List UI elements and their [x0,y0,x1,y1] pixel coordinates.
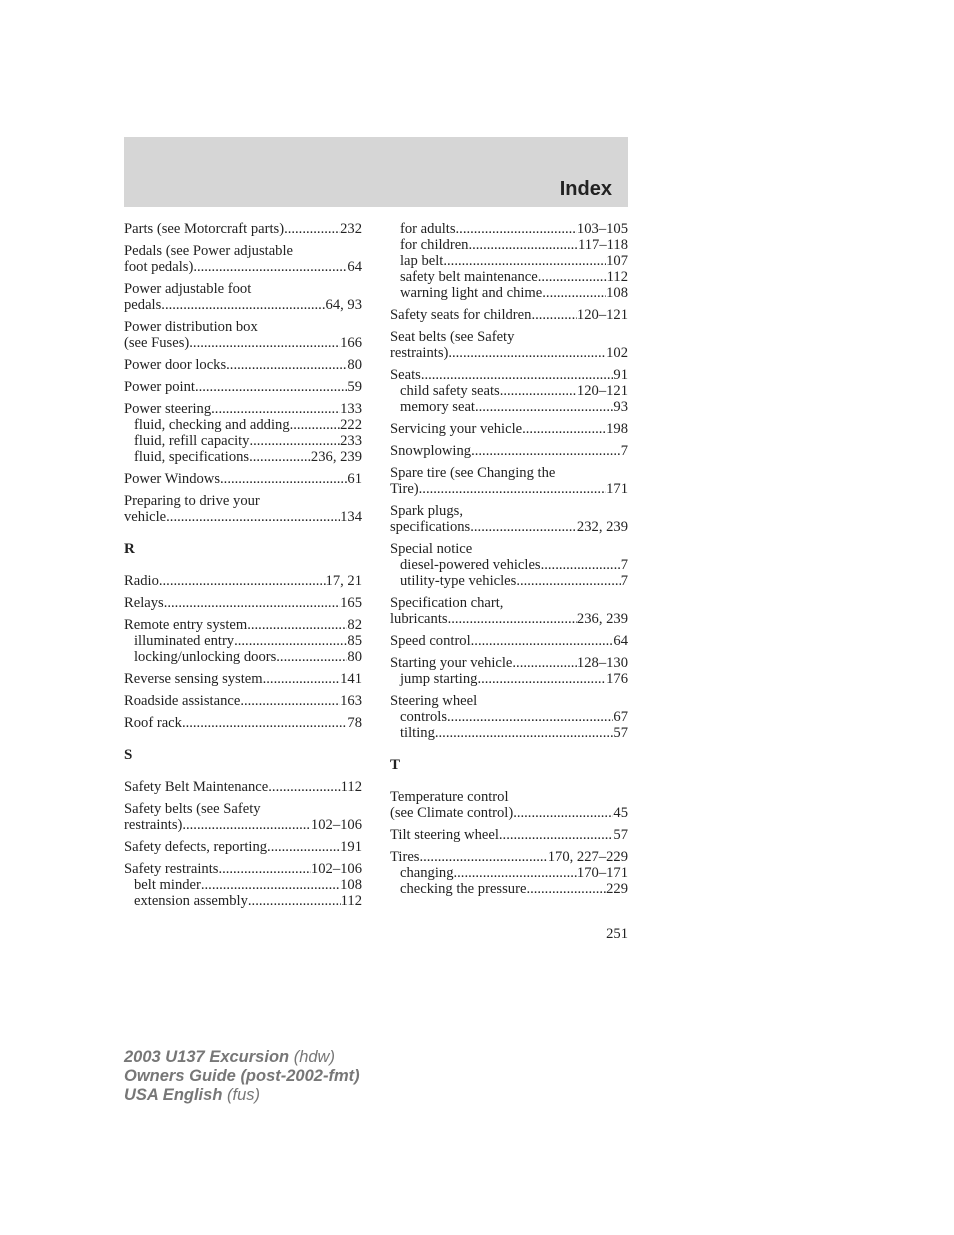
entry-text: Spark plugs, [390,503,463,519]
index-entry [124,493,362,525]
leader-dots [166,509,340,525]
entry-text: Safety defects, reporting [124,839,268,855]
index-subentry-line [124,433,362,449]
entry-text: warning light and chime [400,285,543,301]
index-subentry-line [390,865,628,881]
leader-dots [512,655,577,671]
entry-text: Safety belts (see Safety [124,801,261,817]
entry-text: changing [400,865,454,881]
page-number: 251 [606,926,628,942]
entry-page-ref: 171 [606,481,628,497]
entry-text: Power point [124,379,195,395]
entry-page-ref: 59 [347,379,362,395]
entry-page-ref: 120–121 [576,383,628,399]
entry-page-ref: 166 [340,335,362,351]
entry-text: lap belt [400,253,444,269]
index-entry [124,471,362,487]
index-entry [390,655,628,687]
index-entry-line [124,401,362,417]
entry-page-ref: 7 [620,557,628,573]
entry-page-ref: 64 [347,259,362,275]
entry-page-ref: 176 [606,671,628,687]
entry-text: Tire) [390,481,419,497]
entry-page-ref: 103–105 [576,221,628,237]
entry-page-ref: 165 [340,595,362,611]
entry-text: jump starting [400,671,478,687]
index-entry-line [390,655,628,671]
entry-text: pedals [124,297,162,313]
footer-line-2: Owners Guide (post-2002-fmt) [124,1067,360,1085]
index-entry-line [390,503,628,519]
index-subentry-line [390,237,628,253]
index-entry-line [390,519,628,535]
entry-text: child safety seats [400,383,500,399]
index-subentry-line [390,573,628,589]
leader-dots [263,671,340,687]
entry-page-ref: 64 [613,633,628,649]
entry-text: locking/unlocking doors [134,649,277,665]
entry-page-ref: 112 [340,779,362,795]
entry-page-ref: 7 [620,443,628,459]
index-subentry-line [124,877,362,893]
leader-dots [456,221,577,237]
index-entry-line [124,493,362,509]
index-entry [124,573,362,589]
entry-page-ref: 108 [340,877,362,893]
entry-page-ref: 191 [340,839,362,855]
leader-dots [247,617,347,633]
entry-text: fluid, specifications [134,449,250,465]
index-entry-line [390,789,628,805]
entry-text: Power distribution box [124,319,258,335]
entry-text: Power door locks [124,357,227,373]
index-entry [390,633,628,649]
entry-text: fluid, checking and adding [134,417,290,433]
index-entry [390,421,628,437]
entry-text: Relays [124,595,164,611]
index-entry-line [124,817,362,833]
entry-text: for children [400,237,469,253]
index-entry [124,693,362,709]
entry-page-ref: 112 [340,893,362,909]
index-entry [124,357,362,373]
entry-text: Specification chart, [390,595,504,611]
index-entry-line [390,693,628,709]
index-entry-line [124,319,362,335]
entry-text: restraints) [390,345,449,361]
entry-page-ref: 78 [347,715,362,731]
entry-page-ref: 107 [606,253,628,269]
entry-text: Radio [124,573,159,589]
index-subentry-line [390,557,628,573]
index-subentry-line [124,449,362,465]
entry-page-ref: 128–130 [576,655,628,671]
entry-page-ref: 222 [340,417,362,433]
index-entry [124,671,362,687]
index-entry-line [124,595,362,611]
leader-dots [435,725,614,741]
document-footer [124,1048,360,1105]
leader-dots [541,557,621,573]
index-subentry-line [390,285,628,301]
entry-text: Snowplowing [390,443,472,459]
entry-page-ref: 170–171 [576,865,628,881]
entry-text: Pedals (see Power adjustable [124,243,293,259]
entry-text: fluid, refill capacity [134,433,250,449]
entry-page-ref: 61 [347,471,362,487]
index-entry-line [124,839,362,855]
leader-dots [443,253,606,269]
leader-dots [471,633,614,649]
leader-dots [182,817,311,833]
entry-page-ref: 102–106 [310,861,362,877]
footer-line-1: 2003 U137 Excursion (hdw) [124,1048,335,1066]
entry-text: Preparing to drive your [124,493,260,509]
index-entry [390,307,628,323]
entry-page-ref: 17, 21 [325,573,362,589]
leader-dots [468,237,578,253]
entry-text: checking the pressure [400,881,527,897]
entry-page-ref: 134 [340,509,362,525]
leader-dots [234,633,347,649]
section-header-bar [124,137,628,207]
leader-dots [421,367,614,383]
entry-text: Safety Belt Maintenance [124,779,269,795]
leader-dots [240,693,340,709]
index-subentry-line [390,253,628,269]
index-entry [390,221,628,301]
index-entry-line [124,221,362,237]
entry-text: Servicing your vehicle [390,421,523,437]
index-subentry-line [124,633,362,649]
entry-text: Seat belts (see Safety [390,329,515,345]
entry-text: Remote entry system [124,617,248,633]
leader-dots [248,893,341,909]
entry-page-ref: 82 [347,617,362,633]
index-entry [124,861,362,909]
leader-dots [448,345,606,361]
entry-page-ref: 117–118 [578,237,628,253]
leader-dots [513,805,613,821]
index-entry-line [124,471,362,487]
index-entry-line [390,541,628,557]
index-entry [124,243,362,275]
index-entry-line [390,443,628,459]
index-entry-line [124,671,362,687]
index-entry [124,379,362,395]
index-entry [390,443,628,459]
entry-text: lubricants [390,611,448,627]
leader-dots [211,401,340,417]
index-entry [124,319,362,351]
entry-text: Power adjustable foot [124,281,252,297]
index-entry-line [124,357,362,373]
entry-page-ref: 80 [347,357,362,373]
entry-text: for adults [400,221,456,237]
index-entry [124,281,362,313]
entry-text: Special notice [390,541,473,557]
entry-page-ref: 236, 239 [576,611,628,627]
index-entry-line [390,849,628,865]
leader-dots [538,269,607,285]
entry-text: Steering wheel [390,693,478,709]
entry-page-ref: 93 [613,399,628,415]
index-entry [390,329,628,361]
entry-text: (see Climate control) [390,805,514,821]
leader-dots [284,221,340,237]
index-entry [124,715,362,731]
index-entry-line [124,693,362,709]
index-entry-line [390,611,628,627]
index-subentry-line [390,221,628,237]
entry-text: controls [400,709,448,725]
leader-dots [267,839,340,855]
leader-dots [522,421,606,437]
leader-dots [195,379,347,395]
entry-text: tilting [400,725,435,741]
entry-page-ref: 170, 227–229 [547,849,628,865]
index-entry-line [124,243,362,259]
index-entry-line [124,281,362,297]
index-entry [390,827,628,843]
index-entry-line [390,307,628,323]
leader-dots [159,573,326,589]
entry-page-ref: 120–121 [576,307,628,323]
index-entry [124,595,362,611]
index-entry-line [390,481,628,497]
index-entry-line [390,345,628,361]
leader-dots [542,285,606,301]
entry-text: extension assembly [134,893,248,909]
entry-text: Tilt steering wheel [390,827,499,843]
entry-page-ref: 108 [606,285,628,301]
entry-page-ref: 229 [606,881,628,897]
entry-page-ref: 45 [613,805,628,821]
index-subentry-line [390,671,628,687]
entry-page-ref: 80 [347,649,362,665]
entry-page-ref: 232 [340,221,362,237]
entry-page-ref: 85 [347,633,362,649]
index-entry-line [124,573,362,589]
index-entry-line [390,421,628,437]
entry-page-ref: 163 [340,693,362,709]
index-entry-line [124,509,362,525]
index-entry-line [124,617,362,633]
entry-text: Speed control [390,633,471,649]
leader-dots [477,671,606,687]
leader-dots [201,877,340,893]
leader-dots [471,443,621,459]
entry-page-ref: 236, 239 [310,449,362,465]
entry-page-ref: 133 [340,401,362,417]
entry-text: Power Windows [124,471,221,487]
entry-page-ref: 57 [613,827,628,843]
section-title: Index [559,178,612,200]
index-subentry-line [124,649,362,665]
index-entry-line [390,595,628,611]
entry-page-ref: 102–106 [310,817,362,833]
index-entry [390,465,628,497]
leader-dots [516,573,620,589]
entry-text: illuminated entry [134,633,235,649]
leader-dots [447,709,613,725]
entry-text: memory seat [400,399,475,415]
index-subentry-line [124,417,362,433]
index-entry-line [124,379,362,395]
index-subentry-line [390,725,628,741]
index-subentry-line [390,383,628,399]
entry-text: Tires [390,849,420,865]
entry-text: Safety seats for children [390,307,532,323]
index-letter-heading: R [124,541,135,557]
entry-text: safety belt maintenance [400,269,538,285]
leader-dots [531,307,576,323]
entry-text: utility-type vehicles [400,573,517,589]
leader-dots [475,399,613,415]
entry-text: Power steering [124,401,212,417]
entry-text: Seats [390,367,421,383]
index-letter-heading: S [124,747,133,763]
index-entry [390,693,628,741]
leader-dots [268,779,340,795]
leader-dots [419,849,547,865]
entry-text: Parts (see Motorcraft parts) [124,221,285,237]
entry-page-ref: 91 [613,367,628,383]
index-entry [390,789,628,821]
index-subentry-line [390,709,628,725]
entry-page-ref: 141 [340,671,362,687]
entry-page-ref: 7 [620,573,628,589]
entry-text: foot pedals) [124,259,194,275]
leader-dots [276,649,347,665]
entry-page-ref: 233 [340,433,362,449]
entry-text: belt minder [134,877,201,893]
index-entry-line [124,297,362,313]
index-entry-line [124,801,362,817]
leader-dots [419,481,606,497]
leader-dots [161,297,325,313]
index-entry [390,595,628,627]
entry-text: specifications [390,519,471,535]
leader-dots [220,471,347,487]
entry-text: (see Fuses) [124,335,190,351]
index-column-left [124,221,362,915]
entry-page-ref: 64, 93 [325,297,362,313]
index-entry-line [390,805,628,821]
index-entry [124,617,362,665]
entry-page-ref: 67 [613,709,628,725]
entry-text: Roadside assistance [124,693,241,709]
entry-page-ref: 57 [613,725,628,741]
entry-text: Temperature control [390,789,509,805]
index-entry [124,401,362,465]
leader-dots [249,449,311,465]
leader-dots [249,433,340,449]
leader-dots [290,417,340,433]
index-entry-line [390,465,628,481]
leader-dots [470,519,577,535]
entry-page-ref: 112 [606,269,628,285]
index-entry [124,221,362,237]
leader-dots [182,715,347,731]
leader-dots [500,383,577,399]
index-entry [124,839,362,855]
index-entry [390,367,628,415]
entry-page-ref: 102 [606,345,628,361]
index-entry [124,779,362,795]
entry-text: Reverse sensing system [124,671,263,687]
entry-text: vehicle [124,509,167,525]
leader-dots [218,861,310,877]
leader-dots [448,611,577,627]
index-entry-line [390,329,628,345]
leader-dots [454,865,577,881]
index-entry-line [390,827,628,843]
index-entry [124,801,362,833]
index-letter-heading: T [390,757,401,773]
index-entry [390,503,628,535]
leader-dots [164,595,340,611]
entry-text: diesel-powered vehicles [400,557,541,573]
entry-text: Spare tire (see Changing the [390,465,556,481]
index-entry-line [124,779,362,795]
leader-dots [226,357,347,373]
entry-page-ref: 232, 239 [576,519,628,535]
leader-dots [499,827,614,843]
footer-line-3: USA English (fus) [124,1086,260,1104]
index-entry-line [124,715,362,731]
index-subentry-line [124,893,362,909]
index-entry-line [124,335,362,351]
index-column-right [390,221,628,903]
leader-dots [526,881,606,897]
entry-text: Safety restraints [124,861,219,877]
index-entry-line [124,861,362,877]
entry-text: Roof rack [124,715,182,731]
leader-dots [193,259,347,275]
index-subentry-line [390,269,628,285]
index-subentry-line [390,881,628,897]
leader-dots [189,335,340,351]
index-entry-line [390,633,628,649]
index-entry [390,849,628,897]
index-entry-line [124,259,362,275]
index-entry [390,541,628,589]
entry-text: Starting your vehicle [390,655,513,671]
entry-page-ref: 198 [606,421,628,437]
entry-text: restraints) [124,817,183,833]
index-subentry-line [390,399,628,415]
index-entry-line [390,367,628,383]
